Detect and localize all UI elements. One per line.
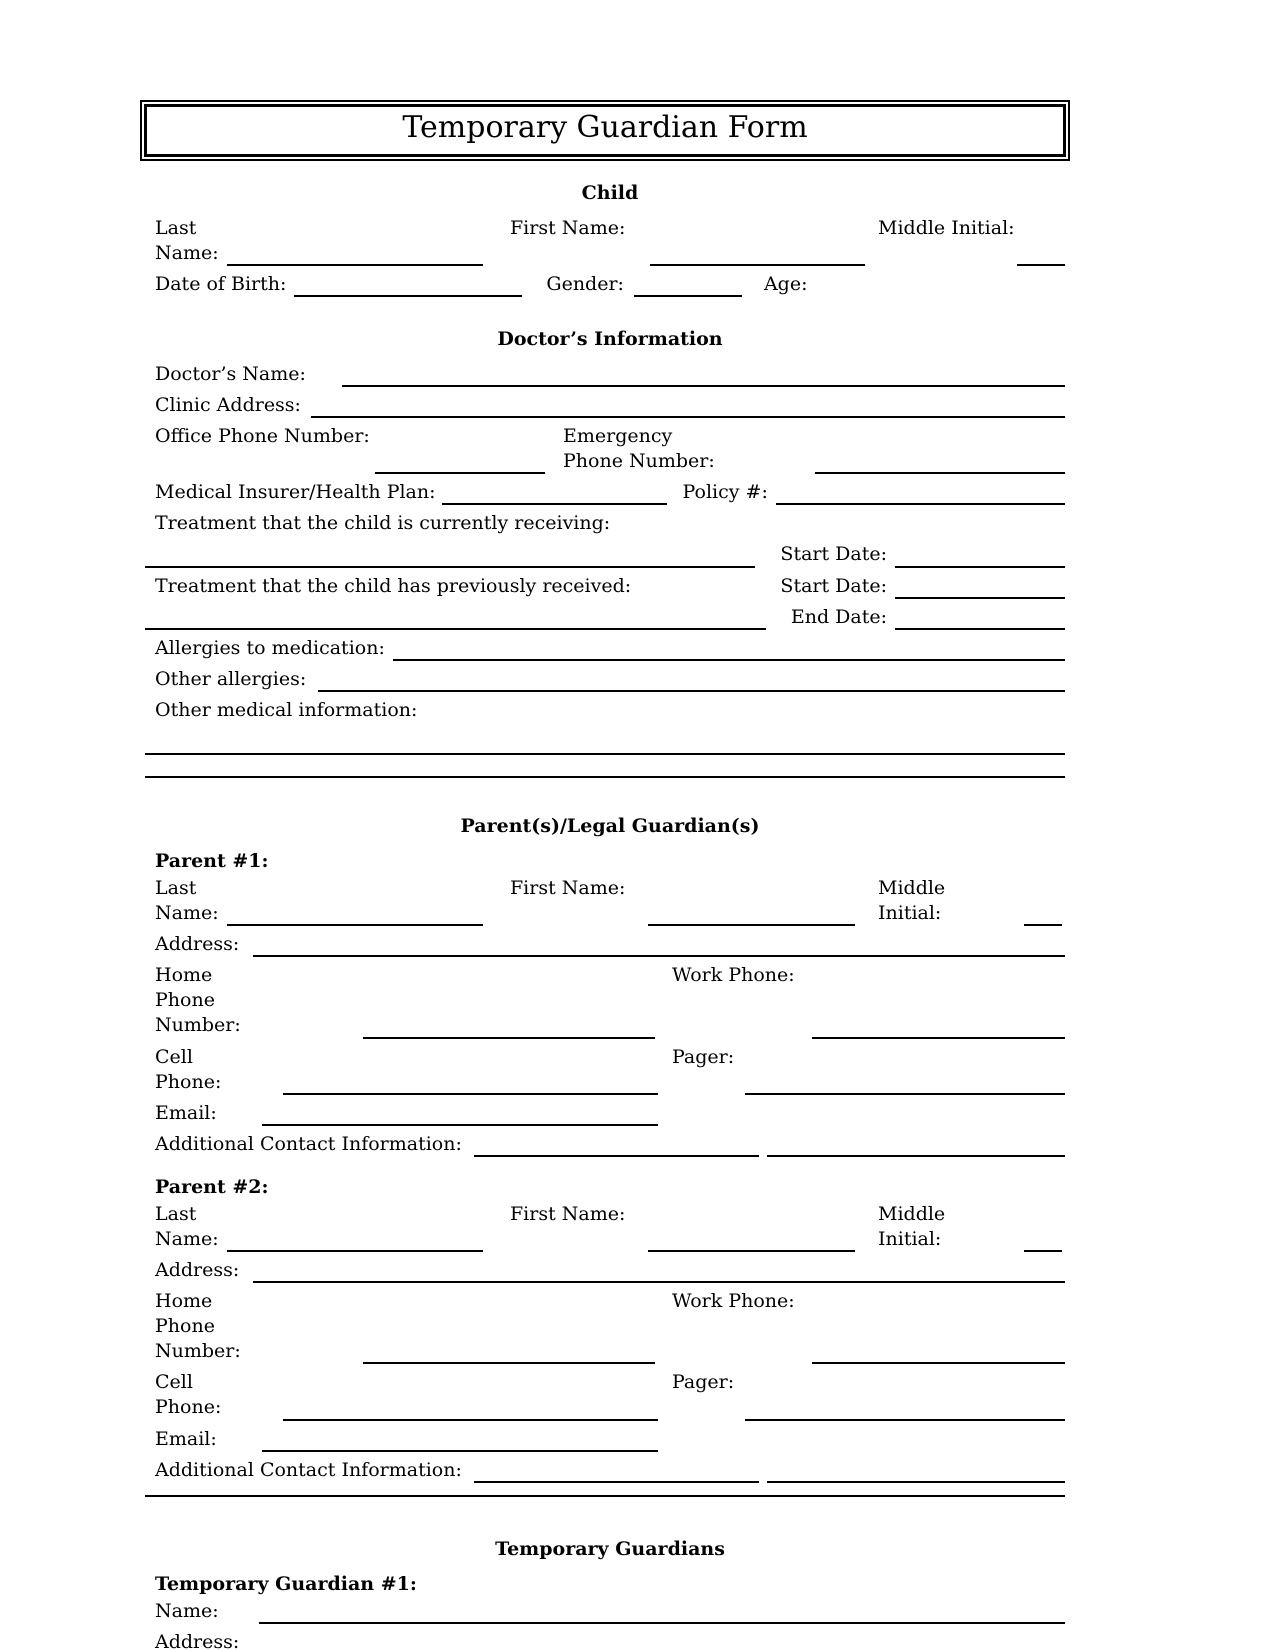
child-first-name-label: First Name: (510, 216, 626, 239)
parent2-additional-contact-field-1[interactable] (474, 1461, 759, 1483)
child-dob-label: Date of Birth: (155, 272, 287, 295)
guardian1-address-row (155, 1630, 1065, 1650)
parent1-work-phone-label: Work Phone: (672, 964, 795, 987)
parent1-cell-row (155, 1045, 1065, 1095)
parent2-pager-group (672, 1370, 1065, 1420)
parent2-first-name-field[interactable] (648, 1230, 855, 1252)
treatment-current-field[interactable] (145, 546, 755, 568)
parent1-first-name-field[interactable] (648, 904, 855, 926)
parent1-email-label: Email: (155, 1101, 217, 1124)
guardian1-name-field[interactable] (259, 1602, 1065, 1624)
parent1-email-field[interactable] (262, 1104, 658, 1126)
parent2-cell-row (155, 1370, 1065, 1420)
parent1-middle-initial-label: Middle Initial: (878, 877, 946, 925)
parent2-email-label: Email: (155, 1427, 217, 1450)
parent1-pager-label: Pager: (672, 1045, 735, 1068)
parent1-last-name-label: Last Name: (155, 877, 219, 925)
parent2-additional-contact-row (155, 1458, 1065, 1483)
policy-number-field[interactable] (776, 483, 1065, 505)
other-medical-label: Other medical information: (155, 698, 418, 721)
parent2-home-phone-group (155, 1289, 672, 1364)
treatment-current-start-date-field[interactable] (895, 546, 1065, 568)
child-dob-row (155, 272, 1065, 297)
parent2-middle-initial-field[interactable] (1024, 1230, 1062, 1252)
parent1-home-phone-label: Home Phone Number: (155, 964, 241, 1037)
parent2-middle-initial-label: Middle Initial: (878, 1202, 946, 1251)
insurer-field[interactable] (442, 483, 667, 505)
parent2-home-phone-label: Home Phone Number: (155, 1290, 241, 1363)
policy-number-label: Policy #: (682, 481, 768, 504)
office-phone-group (155, 424, 563, 474)
parent1-address-field[interactable] (253, 935, 1065, 957)
parent1-heading: Parent #1: (155, 850, 269, 872)
parent2-first-name-group (510, 1202, 878, 1252)
form-title-box (140, 100, 1070, 161)
child-middle-initial-field[interactable] (1017, 244, 1065, 266)
parent1-last-name-group (155, 876, 510, 926)
parent1-work-phone-field[interactable] (812, 1017, 1065, 1039)
parent1-additional-contact-row (155, 1132, 1065, 1157)
treatment-end-date-field[interactable] (895, 608, 1065, 630)
parent1-pager-field[interactable] (745, 1073, 1065, 1095)
parent1-home-phone-group (155, 963, 672, 1038)
parent1-first-name-label: First Name: (510, 877, 626, 900)
other-allergies-label: Other allergies: (155, 667, 307, 690)
parent1-additional-contact-label: Additional Contact Information: (155, 1132, 462, 1155)
guardians-section-heading: Temporary Guardians (495, 1537, 725, 1560)
parent2-phone-row (155, 1289, 1065, 1364)
parent1-address-row (155, 932, 1065, 957)
emergency-phone-field[interactable] (815, 452, 1065, 474)
parent1-work-phone-group (672, 963, 1065, 1038)
allergies-medication-field[interactable] (393, 639, 1065, 661)
parent2-email-field[interactable] (262, 1430, 658, 1452)
parent2-pager-field[interactable] (745, 1399, 1065, 1421)
treatment-current-label: Treatment that the child is currently receiving: (155, 512, 611, 535)
emergency-phone-label: Emergency Phone Number: (563, 425, 715, 473)
other-medical-field-2[interactable] (145, 776, 1065, 778)
doctor-name-label: Doctor’s Name: (155, 362, 306, 385)
child-middle-initial-group (878, 216, 1065, 266)
guardian1-name-label: Name: (155, 1599, 219, 1622)
child-last-name-label: Last Name: (155, 216, 219, 264)
parent1-cell-phone-field[interactable] (283, 1073, 658, 1095)
clinic-address-row (155, 393, 1065, 418)
phones-row (155, 424, 1065, 474)
treatment-previous-start-date-label: Start Date: (780, 574, 887, 597)
child-section-heading: Child (581, 181, 639, 204)
parent2-home-phone-field[interactable] (363, 1342, 655, 1364)
parent2-heading: Parent #2: (155, 1175, 269, 1198)
other-allergies-row (155, 667, 1065, 692)
parent2-cell-phone-group (155, 1370, 672, 1420)
child-first-name-field[interactable] (650, 244, 865, 266)
parent2-cell-phone-label: Cell Phone: (155, 1371, 222, 1419)
other-medical-label-row (155, 698, 1065, 723)
guardian1-address-field[interactable] (255, 1633, 1065, 1650)
parent2-email-row (155, 1427, 1065, 1452)
other-medical-field-1[interactable] (145, 753, 1065, 755)
parent2-address-row (155, 1258, 1065, 1283)
doctor-name-field[interactable] (342, 365, 1065, 387)
treatment-previous-row (155, 605, 1065, 630)
doctor-name-row (155, 362, 1065, 387)
treatment-current-label-row (155, 511, 1065, 536)
form-title: Temporary Guardian Form (144, 104, 1066, 157)
child-gender-label: Gender: (546, 272, 624, 295)
office-phone-field[interactable] (375, 452, 545, 474)
guardian1-address-label: Address: (155, 1630, 240, 1650)
parent2-name-row (155, 1202, 1065, 1252)
parent1-address-label: Address: (155, 933, 240, 956)
parent1-cell-phone-label: Cell Phone: (155, 1045, 222, 1093)
child-first-name-group (510, 216, 878, 266)
child-middle-initial-label: Middle Initial: (878, 216, 1015, 239)
insurer-row (155, 480, 1065, 505)
allergies-medication-label: Allergies to medication: (155, 636, 385, 659)
allergies-medication-row (155, 636, 1065, 661)
child-dob-field[interactable] (294, 275, 522, 297)
child-last-name-group (155, 216, 510, 266)
parent2-cell-phone-field[interactable] (283, 1399, 658, 1421)
clinic-address-field[interactable] (311, 396, 1065, 418)
parent1-pager-group (672, 1045, 1065, 1095)
form-content (155, 181, 1065, 1650)
child-gender-field[interactable] (634, 275, 742, 297)
parent2-work-phone-group (672, 1289, 1065, 1364)
office-phone-label: Office Phone Number: (155, 425, 370, 448)
parent2-first-name-label: First Name: (510, 1202, 626, 1225)
parent2-pager-label: Pager: (672, 1371, 735, 1394)
treatment-previous-field[interactable] (145, 608, 766, 630)
other-allergies-field[interactable] (318, 670, 1065, 692)
parent2-additional-contact-label: Additional Contact Information: (155, 1458, 462, 1481)
treatment-previous-start-date-field[interactable] (895, 577, 1065, 599)
parent2-last-name-label: Last Name: (155, 1202, 219, 1251)
parent2-work-phone-field[interactable] (812, 1342, 1065, 1364)
parent1-email-row (155, 1101, 1065, 1126)
child-last-name-field[interactable] (227, 244, 483, 266)
parent2-last-name-field[interactable] (227, 1230, 483, 1252)
parent1-last-name-field[interactable] (227, 904, 483, 926)
treatment-previous-label-row (155, 574, 1065, 599)
emergency-phone-group (563, 424, 1065, 474)
parent1-additional-contact-field-2[interactable] (767, 1135, 1065, 1157)
parent2-work-phone-label: Work Phone: (672, 1290, 795, 1313)
treatment-end-date-label: End Date: (790, 605, 887, 628)
parent2-address-field[interactable] (253, 1261, 1065, 1283)
treatment-current-row (155, 542, 1065, 567)
parent1-middle-initial-field[interactable] (1024, 904, 1062, 926)
treatment-previous-label: Treatment that the child has previously received: (155, 574, 632, 597)
parent2-middle-initial-group (878, 1202, 1065, 1252)
parents-extra-line-field[interactable] (145, 1495, 1065, 1497)
parent1-cell-phone-group (155, 1045, 672, 1095)
parent1-additional-contact-field-1[interactable] (474, 1135, 759, 1157)
child-age-label: Age: (763, 272, 808, 295)
treatment-current-start-date-label: Start Date: (780, 543, 887, 566)
insurer-label: Medical Insurer/Health Plan: (155, 481, 436, 504)
parent1-middle-initial-group (878, 876, 1065, 926)
doctor-section-heading: Doctor’s Information (497, 327, 723, 350)
guardian1-heading: Temporary Guardian #1: (155, 1572, 417, 1595)
parent2-additional-contact-field-2[interactable] (767, 1461, 1065, 1483)
clinic-address-label: Clinic Address: (155, 394, 301, 417)
parent1-first-name-group (510, 876, 878, 926)
parent1-home-phone-field[interactable] (363, 1017, 655, 1039)
guardian1-name-row (155, 1599, 1065, 1624)
parent2-address-label: Address: (155, 1259, 240, 1282)
parent1-phone-row (155, 963, 1065, 1038)
child-name-row (155, 216, 1065, 266)
parents-section-heading: Parent(s)/Legal Guardian(s) (460, 814, 760, 837)
parent2-last-name-group (155, 1202, 510, 1252)
parent1-name-row (155, 876, 1065, 926)
